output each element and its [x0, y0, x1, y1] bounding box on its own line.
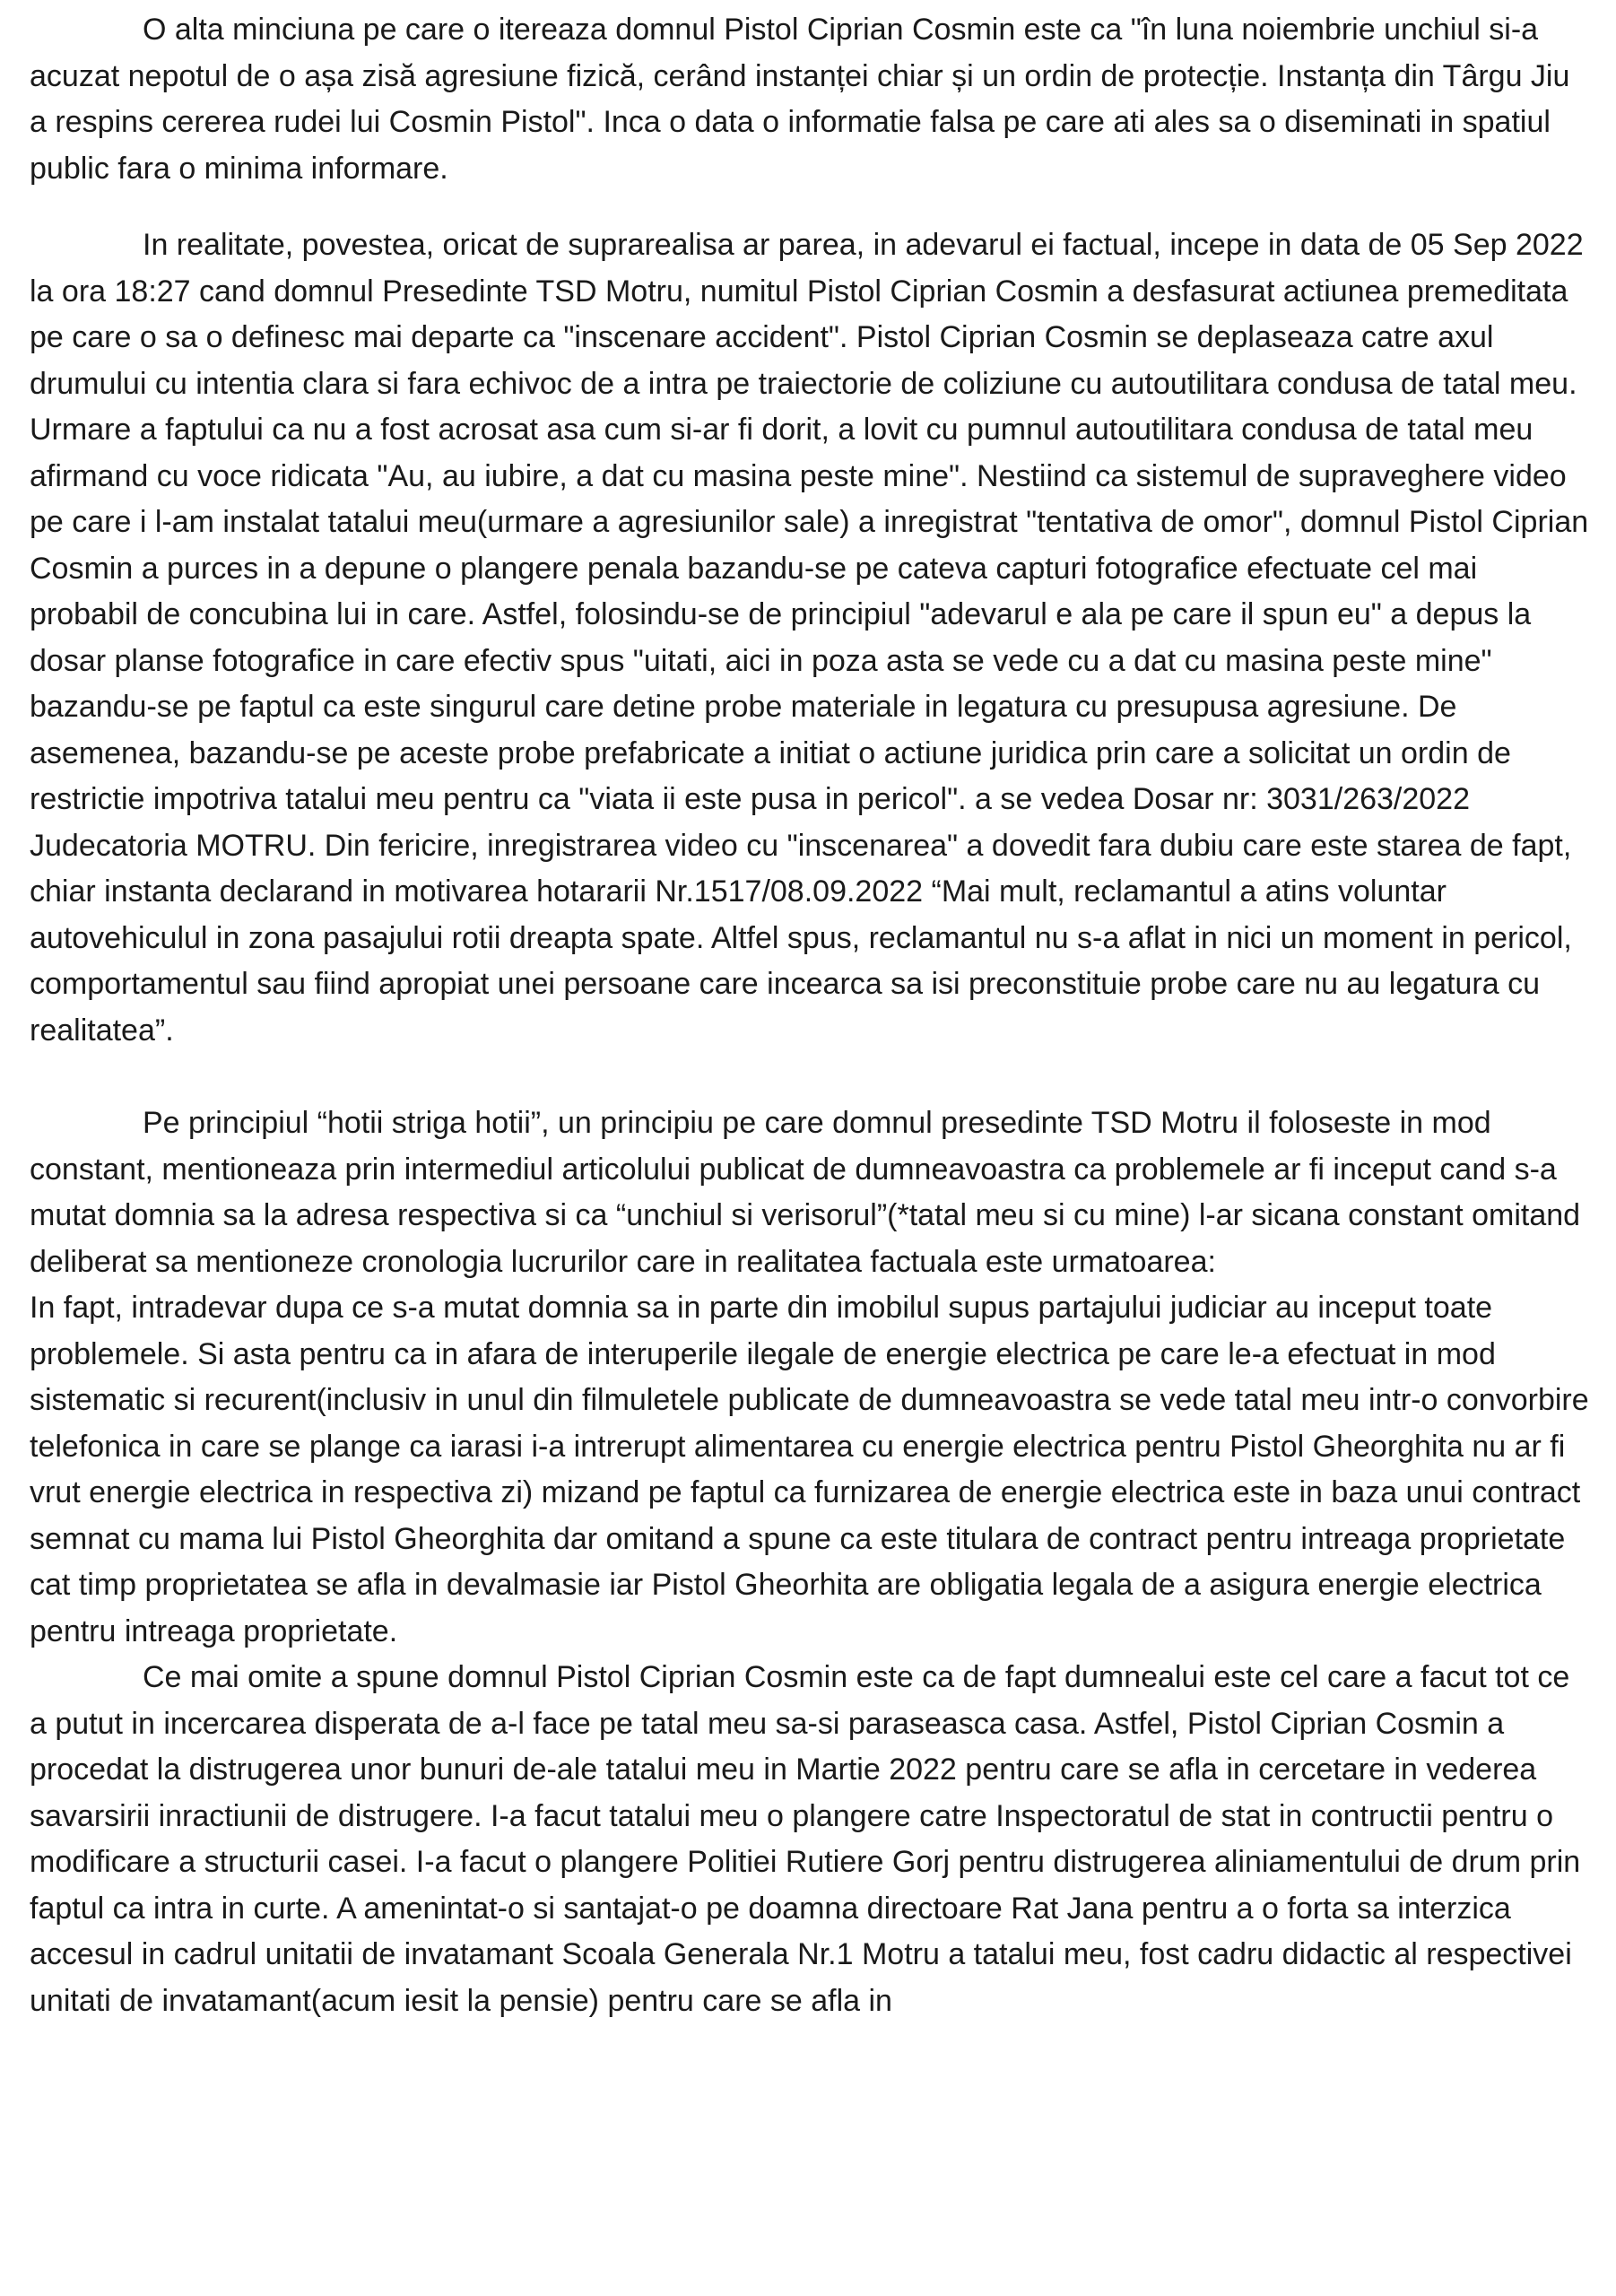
paragraph-omitted-facts: Ce mai omite a spune domnul Pistol Ciprian Cosmin este ca de fapt dumnealui este cel care a facut tot ce a putut in incercarea disperata de a-l face pe tatal meu sa-si paraseasca casa. Astfel, Pistol Ciprian Cosmin a procedat la distrugerea unor bunuri de-ale tatalui meu in Martie 2022 pentru care se afla in cercetare in vederea savarsirii inractiunii de distrugere. I-a facut tatalui meu o plangere catre Inspectoratul de stat in contructii pentru o modificare a structurii casei. I-a facut o plangere Politiei Rutiere Gorj pentru distrugerea aliniamentului de drum prin faptul ca intra in curte. A amenintat-o si santajat-o pe doamna directoare Rat Jana pentru a o forta sa interzica accesul in cadrul unitatii de invatamant Scoala Generala Nr.1 Motru a tatalui meu, fost cadru didactic al respectivei unitati de invatamant(acum iesit la pensie) pentru care se afla in — [30, 1660, 1581, 2018]
paragraph-staged-accident: In realitate, povestea, oricat de suprarealisa ar parea, in adevarul ei factual, incepe in data de 05 Sep 2022 la ora 18:27 cand domnul Presedinte TSD Motru, numitul Pistol Ciprian Cosmin a desfasurat actiunea premeditata pe care o sa o definesc mai departe ca "inscenare accident". Pistol Ciprian Cosmin se deplaseaza catre axul drumului cu intentia clara si fara echivoc de a intra pe traiectorie de coliziune cu autoutilitara condusa de tatal meu. Urmare a faptului ca nu a fost acrosat asa cum si-ar fi dorit, a lovit cu pumnul autoutilitara condusa de tatal meu afirmand cu voce ridicata "Au, au iubire, a dat cu masina peste mine". Nestiind ca sistemul de supraveghere video pe care i l-am instalat tatalui meu(urmare a agresiunilor sale) a inregistrat "tentativa de omor", domnul Pistol Ciprian Cosmin a purces in a depune o plangere penala bazandu-se pe cateva capturi fotografice efectuate cel mai probabil de concubina lui in care. Astfel, folosindu-se de principiul "adevarul e ala pe care il spun eu" a depus la dosar planse fotografice in care efectiv spus "uitati, aici in poza asta se vede cu a dat cu masina peste mine" bazandu-se pe faptul ca este singurul care detine probe materiale in legatura cu presupusa agresiune. De asemenea, bazandu-se pe aceste probe prefabricate a initiat o actiune juridica prin care a solicitat un ordin de restrictie impotriva tatalui meu pentru ca "viata ii este pusa in pericol". a se vedea Dosar nr: 3031/263/2022 Judecatoria MOTRU. Din fericire, inregistrarea video cu "inscenarea" a dovedit fara dubiu care este starea de fapt, chiar instanta declarand in motivarea hotararii Nr.1517/08.09.2022 “Mai mult, reclamantul a atins voluntar autovehiculul in zona pasajului rotii dreapta spate. Altfel spus, reclamantul nu s-a aflat in nici un moment in pericol, comportamentul sau fiind apropiat unei persoane care incearca sa isi preconstituie probe care nu au legatura cu realitatea”. — [30, 228, 1589, 1048]
document-page — [30, 7, 1590, 2024]
paragraph-electricity-interruptions: In fapt, intradevar dupa ce s-a mutat domnia sa in parte din imobilul supus partajului judiciar au inceput toate problemele. Si asta pentru ca in afara de interuperile ilegale de energie electrica pe care le-a efectuat in mod sistematic si recurent(inclusiv in unul din filmuletele publicate de dumneavoastra se vede tatal meu intr-o convorbire telefonica in care se plange ca iarasi i-a intrerupt alimentarea cu energie electrica pentru Pistol Gheorghita nu ar fi vrut energie electrica in respectiva zi) mizand pe faptul ca furnizarea de energie electrica este in baza unui contract semnat cu mama lui Pistol Gheorghita dar omitand a spune ca este titulara de contract pentru intreaga proprietate cat timp proprietatea se afla in devalmasie iar Pistol Gheorhita are obligatia legala de a asigura energie electrica pentru intreaga proprietate. — [30, 1291, 1589, 1648]
paragraph-protection-order-claim: O alta minciuna pe care o itereaza domnul Pistol Ciprian Cosmin este ca "în luna noiembrie unchiul si-a acuzat nepotul de o așa zisă agresiune fizică, cerând instanței chiar și un ordin de protecție. Instanța din Târgu Jiu a respins cererea rudei lui Cosmin Pistol". Inca o data o informatie falsa pe care ati ales sa o diseminati in spatiul public fara o minima informare. — [30, 13, 1570, 186]
paragraph-thieves-principle: Pe principiul “hotii striga hotii”, un principiu pe care domnul presedinte TSD Motru il foloseste in mod constant, mentioneaza prin intermediul articolului publicat de dumneavoastra ca problemele ar fi inceput cand s-a mutat domnia sa la adresa respectiva si ca “unchiul si verisorul”(*tatal meu si cu mine) l-ar sicana constant omitand deliberat sa mentioneze cronologia lucrurilor care in realitatea factuala este urmatoarea: — [30, 1106, 1581, 1279]
